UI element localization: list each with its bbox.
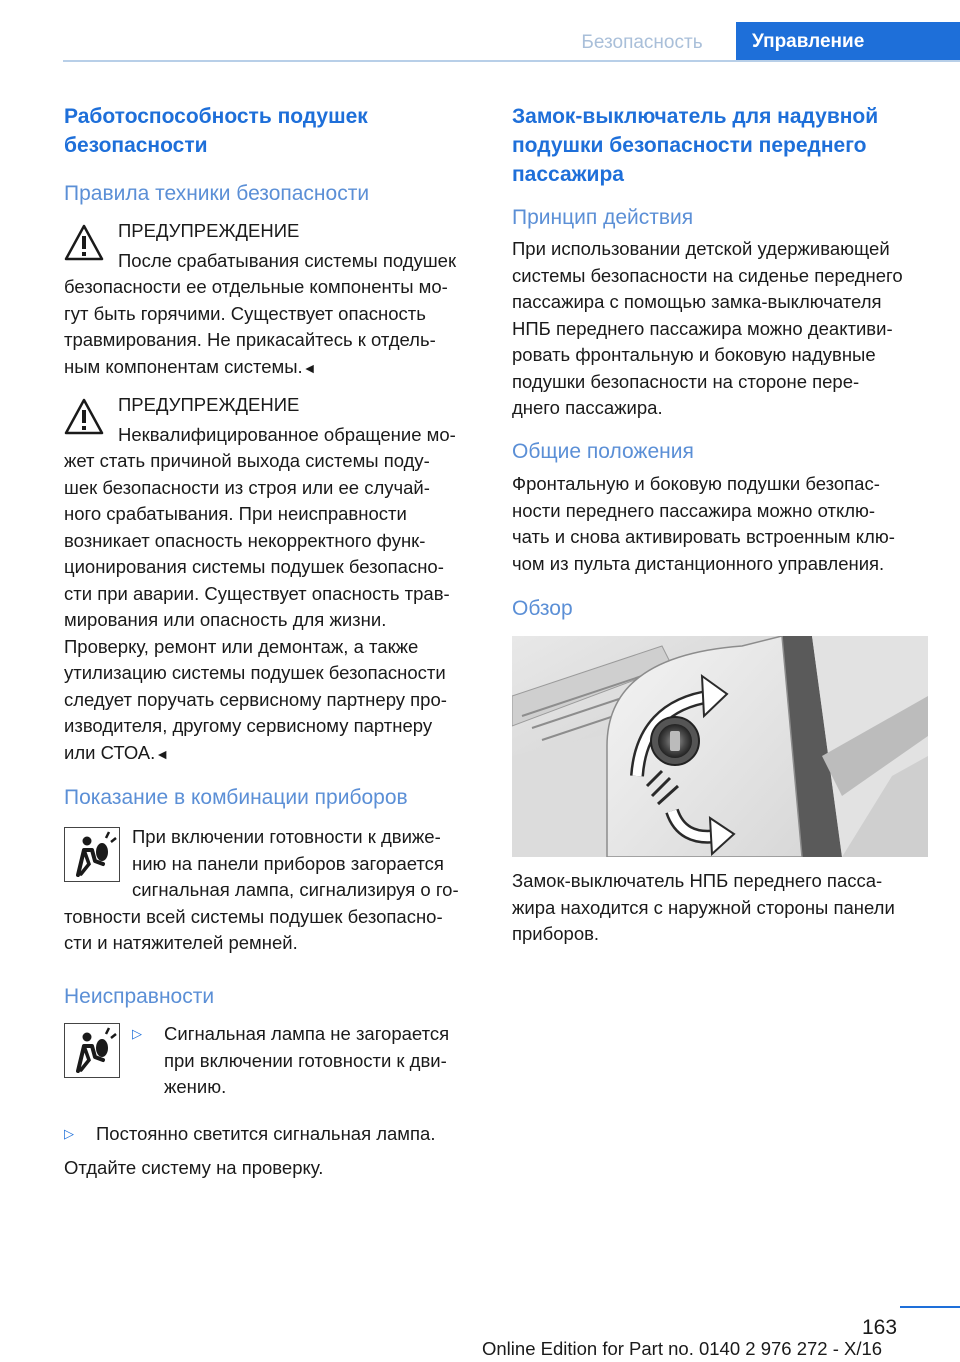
general-heading: Общие положения <box>512 440 694 463</box>
edition-footer: Online Edition for Part no. 0140 2 976 272 - X/16 <box>482 1338 883 1359</box>
warning-1-text-line: безопасности ее отдельные компоненты мо- <box>64 276 448 297</box>
fault-list-item <box>64 1121 484 1148</box>
general-line: ности переднего пассажира можно отклю- <box>512 499 876 521</box>
fault-list-item <box>132 1021 484 1101</box>
faults-block <box>64 1021 484 1182</box>
page-number: 163 <box>862 1316 898 1339</box>
warning-2-text-line: сти при аварии. Существует опасность трав- <box>64 582 450 604</box>
warning-2-label: ПРЕДУПРЕЖДЕНИЕ <box>118 394 300 415</box>
general-line: чом из пульта дистанционного управления. <box>512 552 885 574</box>
warning-2-text-line: Проверку, ремонт или демонтаж, а также <box>64 635 419 657</box>
warning-2-text-line: ционирования системы подушек безопасно- <box>64 556 444 577</box>
warning-2-text-line: жет стать причиной выхода системы поду- <box>64 450 430 471</box>
warning-block-1 <box>64 218 484 381</box>
general-line: Фронтальную и боковую подушки безопас- <box>512 473 880 494</box>
warning-2-text-line: шек безопасности из строя или ее случай- <box>64 476 430 498</box>
indicator-block <box>64 824 484 957</box>
principle-line: подушки безопасности на стороне пере- <box>512 370 860 392</box>
faults-heading: Неисправности <box>64 985 215 1008</box>
bullet-triangle-icon: ▷ <box>64 1125 74 1141</box>
airbag-key-switch-photo <box>512 636 928 857</box>
warning-2-text-line: изводителя, другому сервисному партнеру <box>64 715 433 736</box>
caption-line: приборов. <box>512 923 600 944</box>
indicator-text-line: сигнальная лампа, сигнализируя о го- <box>132 879 459 900</box>
header-section-tab[interactable]: Безопасность <box>581 31 703 53</box>
safety-heading: Правила техники безопасности <box>64 182 370 205</box>
warning-triangle-icon <box>64 398 104 436</box>
bullet-triangle-icon: ▷ <box>132 1026 142 1041</box>
indicator-text-line: нию на панели приборов загорается <box>132 852 444 874</box>
principle-line: ровать фронтальную и боковую надувные <box>512 344 876 365</box>
warning-2-text-line: или СТОА. <box>64 741 156 763</box>
indicator-text-line: При включении готовности к движе- <box>132 826 441 847</box>
fault-item-line: Сигнальная лампа не загорается <box>164 1023 450 1044</box>
principle-line: днего пассажира. <box>512 397 663 418</box>
warning-block-2 <box>64 392 484 767</box>
general-line: чать и снова активировать встроенным клю- <box>512 526 895 547</box>
right-title: Замок-выключатель для надувной подушки безопасности переднего пассажира <box>512 105 879 186</box>
fault-item-line: при включении готовности к дви- <box>164 1049 447 1071</box>
airbag-warning-icon <box>64 827 120 882</box>
warning-1-text-first: После срабатывания системы подушек <box>118 249 457 271</box>
fault-item-line: жению. <box>164 1076 227 1097</box>
photo-caption <box>512 868 942 948</box>
principle-line: пассажира с помощью замка-выключателя <box>512 291 882 312</box>
principle-block <box>512 236 942 422</box>
indicator-heading: Показание в комбинации приборов <box>64 786 408 809</box>
warning-1-text-line: ным компонентам системы. <box>64 355 303 377</box>
general-block <box>512 471 942 577</box>
caption-line: Замок-выключатель НПБ переднего пасса- <box>512 870 883 891</box>
warning-2-text-line: возникает опасность некорректного функ- <box>64 529 426 551</box>
principle-line: НПБ переднего пассажира можно деактиви- <box>512 317 893 339</box>
airbag-warning-icon <box>64 1023 120 1078</box>
warning-2-text-line: следует поручать сервисному партнеру про- <box>64 688 447 710</box>
principle-heading: Принцип действия <box>512 206 694 229</box>
warning-2-text-line: мирования или опасность для жизни. <box>64 609 387 630</box>
footer-accent-line <box>900 1306 960 1308</box>
warning-1-text-line: травмирования. Не прикасайтесь к отдель- <box>64 329 436 350</box>
warning-2-text-line: утилизацию системы подушек безопасности <box>64 662 446 683</box>
end-mark: ◄ <box>155 745 170 762</box>
caption-line: жира находится с наружной стороны панели <box>512 896 895 918</box>
overview-heading: Обзор <box>512 597 573 620</box>
fault-item-line: Постоянно светится сигнальная лампа. <box>96 1122 436 1144</box>
header-chapter-tab[interactable]: Управление <box>736 22 960 62</box>
warning-triangle-icon <box>64 224 104 262</box>
left-title: Работоспособность подушек безопасности <box>64 105 368 157</box>
indicator-text-line: сти и натяжителей ремней. <box>64 932 298 953</box>
warning-1-label: ПРЕДУПРЕЖДЕНИЕ <box>118 220 300 241</box>
header-divider <box>63 60 960 62</box>
warning-2-text-first: Неквалифицированное обращение мо- <box>118 423 456 445</box>
principle-line: При использовании детской удерживающей <box>512 238 890 259</box>
warning-1-text-line: гут быть горячими. Существует опасность <box>64 302 426 324</box>
warning-2-text-line: ного срабатывания. При неисправности <box>64 503 407 524</box>
fault-footer-text: Отдайте систему на проверку. <box>64 1157 324 1178</box>
indicator-text-line: товности всей системы подушек безопасно- <box>64 905 443 927</box>
end-mark: ◄ <box>302 359 317 376</box>
principle-line: системы безопасности на сиденье переднего <box>512 264 903 286</box>
